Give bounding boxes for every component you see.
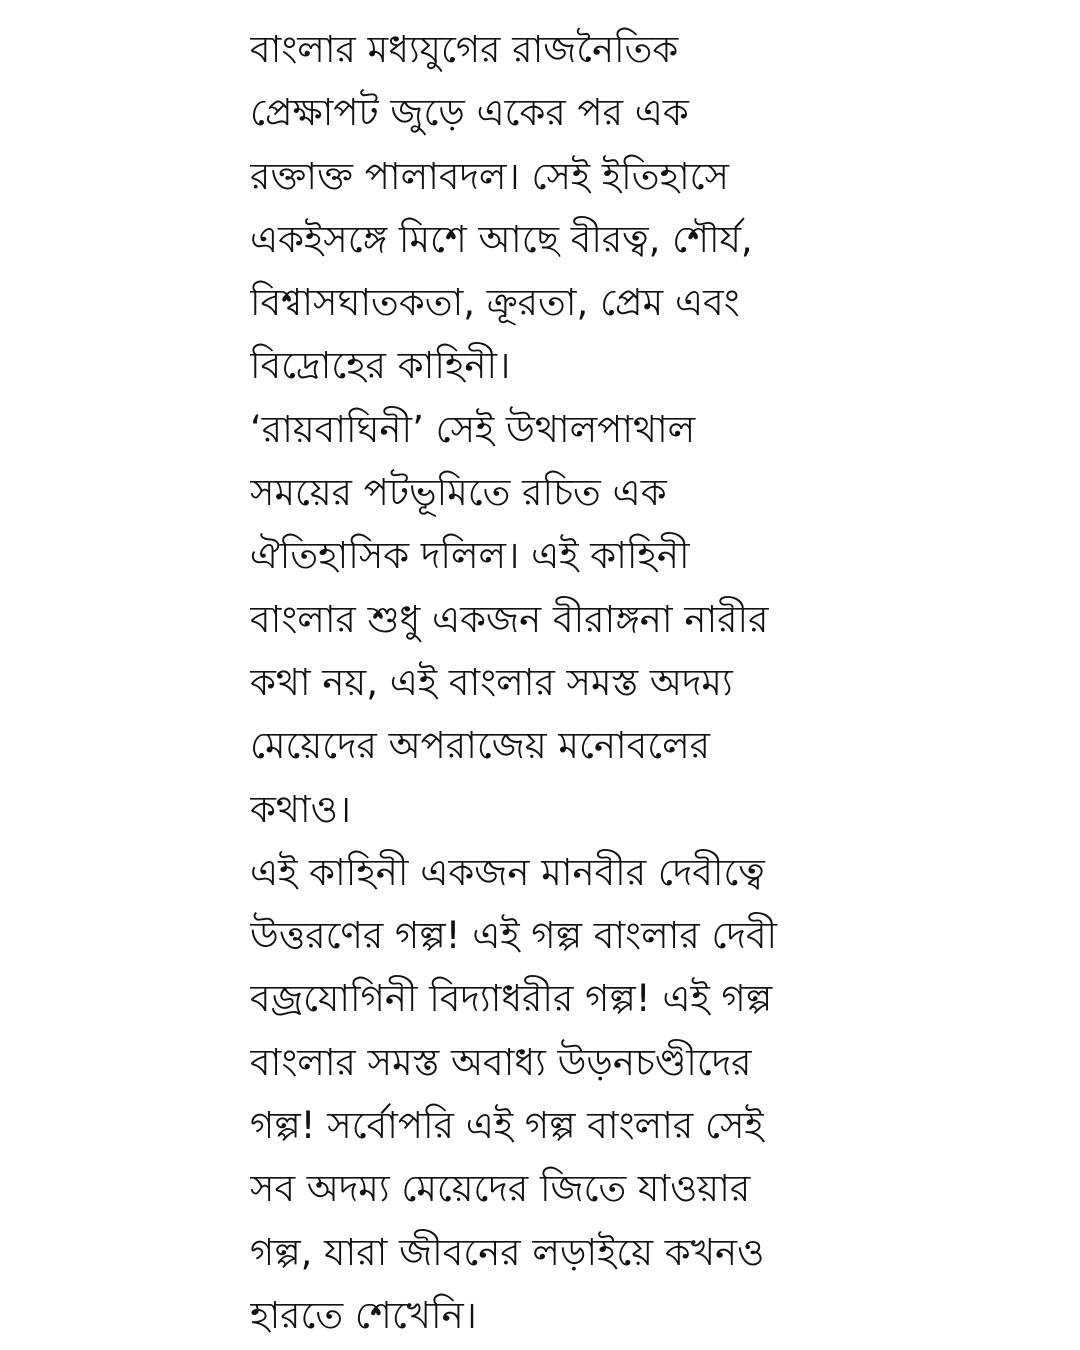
text-line: মেয়েদের অপরাজেয় মনোবলের xyxy=(250,724,711,768)
text-line: বজ্রযোগিনী বিদ্যাধরীর গল্প! এই গল্প xyxy=(250,977,773,1021)
text-line: গল্প! সর্বোপরি এই গল্প বাংলার সেই xyxy=(250,1104,764,1148)
text-block xyxy=(250,18,830,1347)
text-line: ‘রায়বাঘিনী’ সেই উথালপাথাল xyxy=(250,407,696,451)
text-line: বাংলার মধ্যযুগের রাজনৈতিক xyxy=(250,28,679,71)
text-line: গল্প, যারা জীবনের লড়াইয়ে কখনও xyxy=(250,1230,765,1274)
text-line: কথা নয়, এই বাংলার সমস্ত অদম্য xyxy=(250,660,733,704)
text-line: বিদ্রোহের কাহিনী। xyxy=(250,344,511,388)
text-line: বিশ্বাসঘাতকতা, ক্রূরতা, প্রেম এবং xyxy=(250,281,740,325)
text-line: সব অদম্য মেয়েদের জিতে যাওয়ার xyxy=(250,1167,751,1211)
text-line: ঐতিহাসিক দলিল। এই কাহিনী xyxy=(250,534,690,578)
text-line: সময়ের পটভূমিতে রচিত এক xyxy=(250,471,667,515)
text-line: বাংলার শুধু একজন বীরাঙ্গনা নারীর xyxy=(250,597,769,641)
text-line: কথাও। xyxy=(250,787,352,831)
text-line: একইসঙ্গে মিশে আছে বীরত্ব, শৌর্য, xyxy=(250,217,753,261)
text-line: এই কাহিনী একজন মানবীর দেবীত্বে xyxy=(250,850,765,894)
text-line: বাংলার সমস্ত অবাধ্য উড়নচণ্ডীদের xyxy=(250,1040,752,1084)
text-line: রক্তাক্ত পালাবদল। সেই ইতিহাসে xyxy=(250,154,729,198)
text-line: প্রেক্ষাপট জুড়ে একের পর এক xyxy=(250,91,689,135)
text-line: উত্তরণের গল্প! এই গল্প বাংলার দেবী xyxy=(250,914,778,958)
text-line: হারতে শেখেনি। xyxy=(250,1293,477,1337)
